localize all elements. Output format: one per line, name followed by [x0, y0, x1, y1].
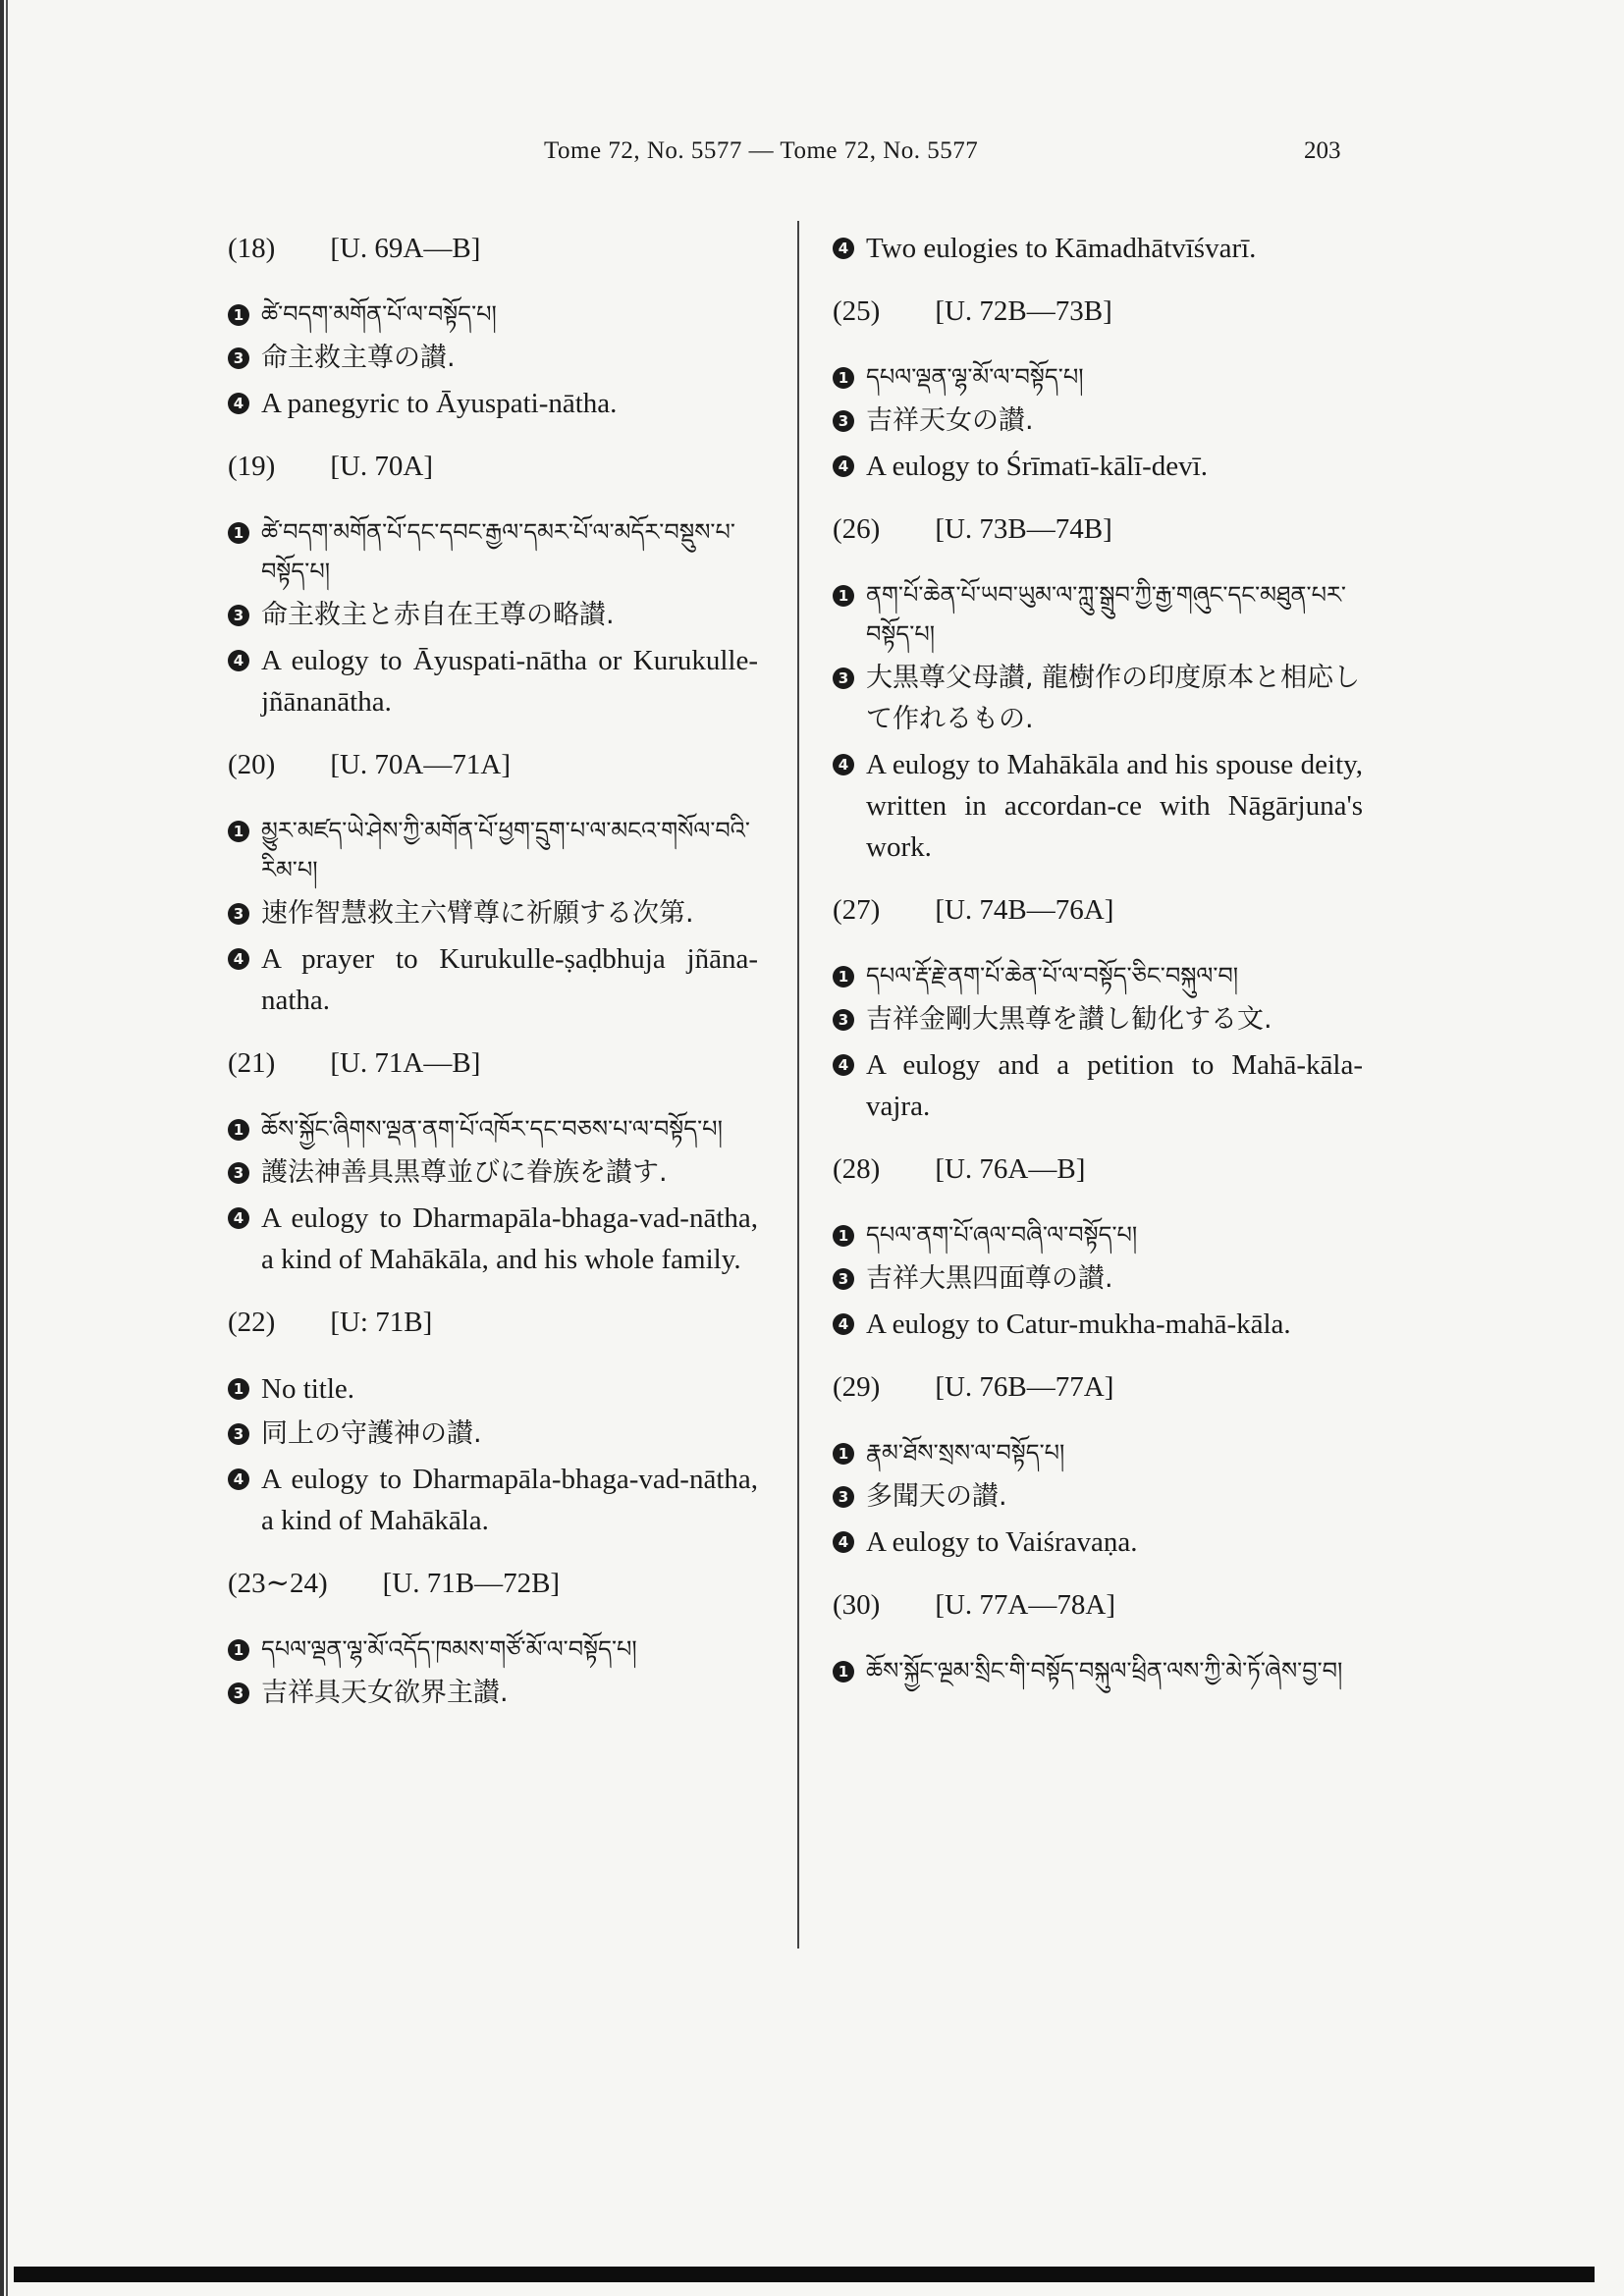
circled-number-marker: 1 [833, 1443, 854, 1465]
circled-number-marker: 3 [228, 605, 249, 626]
entry-line-jp [833, 999, 1363, 1041]
tibetan-title: ནག་པོ་ཆེན་པོ་ཡབ་ཡུམ་ལ་ཀླུ་སྒྲུབ་ཀྱི་རྒྱ་གཞུང་དང་མཐུན་པར་བསྟོད་པ། [866, 581, 1346, 648]
circled-number-marker: 3 [228, 347, 249, 369]
entry-number: (29) [833, 1371, 881, 1403]
entry-number: (21) [228, 1047, 276, 1079]
entry-folio-ref: [U. 72B—73B] [935, 295, 1112, 327]
english-translation: A eulogy to Mahākāla and his spouse deity, written in accordan-ce with Nāgārjuna's work. [866, 749, 1363, 863]
catalog-entry [228, 1042, 758, 1280]
japanese-translation: 大黒尊父母讃, 龍樹作の印度原本と相応して作れるもの. [866, 663, 1361, 734]
entry-line-jp [228, 1414, 758, 1455]
circled-number-marker: 3 [833, 1486, 854, 1508]
entry-heading [833, 291, 1363, 332]
circled-number-marker: 3 [228, 903, 249, 925]
entry-line-en [833, 446, 1363, 487]
entry-line-en [833, 1304, 1363, 1345]
tibetan-title: དཔལ་ལྡན་ལྷ་མོ་ལ་བསྟོད་པ། [866, 363, 1084, 391]
entry-line-tib [833, 357, 1363, 397]
entry-number: (27) [833, 894, 881, 926]
entry-folio-ref: [U. 76B—77A] [935, 1371, 1114, 1403]
entry-line-en [833, 1044, 1363, 1127]
circled-number-marker: 3 [228, 1162, 249, 1184]
circled-number-marker: 3 [833, 410, 854, 432]
entry-line-jp [833, 658, 1363, 740]
right-column [833, 228, 1363, 1712]
tibetan-title: དཔལ་ནག་པོ་ཞལ་བཞི་ལ་བསྟོད་པ། [866, 1221, 1138, 1249]
entry-heading [228, 1302, 758, 1343]
english-translation: A eulogy to Dharmapāla-bhaga-vad-nātha, a kind of Mahākāla. [261, 1464, 758, 1536]
circled-number-marker: 3 [228, 1423, 249, 1445]
japanese-translation: 護法神善具黒尊並びに眷族を讃す. [261, 1157, 668, 1188]
entry-heading [833, 1366, 1363, 1408]
entry-heading [833, 889, 1363, 931]
entry-folio-ref: [U. 73B—74B] [935, 513, 1112, 545]
entry-line-tib [228, 512, 758, 591]
circled-number-marker: 4 [833, 754, 854, 775]
entry-line-jp [833, 1476, 1363, 1518]
circled-number-marker: 4 [833, 455, 854, 477]
circled-number-marker: 1 [228, 821, 249, 842]
catalog-entry [228, 1302, 758, 1541]
tibetan-title: མྱུར་མཛད་ཡེ་ཤེས་ཀྱི་མགོན་པོ་ཕྱག་དྲུག་པ་ལ་མངའ་གསོལ་བའི་རིམ་པ། [261, 817, 750, 883]
entry-line-jp [228, 1673, 758, 1714]
entry-line-en [228, 1368, 758, 1410]
english-translation: A eulogy to Śrīmatī-kālī-devī. [866, 451, 1208, 482]
entry-line-en [833, 1522, 1363, 1563]
catalog-entry [833, 1148, 1363, 1345]
circled-number-marker: 1 [228, 1378, 249, 1400]
entry-line-jp [228, 338, 758, 379]
entry-line-jp [228, 1152, 758, 1194]
circled-number-marker: 3 [833, 667, 854, 689]
entry-number: (26) [833, 513, 881, 545]
tibetan-title: ཆོས་སྐྱོང་ཞིགས་ལྡན་ནག་པོ་འཁོར་དང་བཅས་པ་ལ་བསྟོད་པ། [261, 1115, 723, 1143]
page-number: 203 [1304, 137, 1341, 164]
tibetan-title: དཔལ་ལྡན་ལྷ་མོ་འདོད་ཁམས་གཙོ་མོ་ལ་བསྟོད་པ། [261, 1635, 637, 1663]
column-divider [797, 221, 799, 1949]
entry-line-tib [833, 1651, 1363, 1690]
entry-folio-ref: [U. 71A—B] [330, 1047, 481, 1079]
catalog-entry [833, 889, 1363, 1127]
entry-line-jp [228, 893, 758, 934]
entry-line-tib [833, 1215, 1363, 1255]
entry-line-jp [228, 595, 758, 636]
entry-line-tib [228, 1109, 758, 1148]
circled-number-marker: 4 [228, 948, 249, 970]
entry-line-jp [833, 400, 1363, 442]
catalog-entry [228, 744, 758, 1021]
entry-line-en [833, 228, 1363, 269]
circled-number-marker: 1 [228, 1119, 249, 1141]
catalog-entry [833, 508, 1363, 868]
entry-heading [228, 1042, 758, 1084]
entry-number: (30) [833, 1589, 881, 1621]
circled-number-marker: 3 [228, 1682, 249, 1704]
entry-number: (28) [833, 1153, 881, 1185]
entry-folio-ref: [U. 70A—71A] [330, 749, 511, 780]
japanese-translation: 速作智慧救主六臂尊に祈願する次第. [261, 898, 694, 929]
circled-number-marker: 1 [833, 1225, 854, 1247]
japanese-translation: 吉祥具天女欲界主讃. [261, 1678, 509, 1708]
circled-number-marker: 4 [228, 1207, 249, 1229]
entry-folio-ref: [U. 74B—76A] [935, 894, 1114, 926]
circled-number-marker: 3 [833, 1268, 854, 1290]
entry-line-tib [833, 1433, 1363, 1472]
circled-number-marker: 1 [833, 585, 854, 607]
entry-heading [228, 744, 758, 785]
tibetan-title: དཔལ་རྡོ་རྗེ་ནག་པོ་ཆེན་པོ་ལ་བསྟོད་ཅིང་བསྐུལ་བ། [866, 962, 1239, 989]
entry-folio-ref: [U. 69A—B] [330, 233, 481, 264]
japanese-translation: 命主救主と赤自在王尊の略讃. [261, 600, 615, 630]
japanese-translation: 吉祥大黒四面尊の讃. [866, 1263, 1113, 1294]
english-translation: Two eulogies to Kāmadhātvīśvarī. [866, 233, 1257, 264]
japanese-translation: 吉祥天女の讃. [866, 405, 1034, 436]
tibetan-title: ཚེ་བདག་མགོན་པོ་ལ་བསྟོད་པ། [261, 300, 497, 328]
japanese-translation: 同上の守護神の讃. [261, 1418, 482, 1449]
circled-number-marker: 1 [833, 1661, 854, 1682]
entry-line-en [228, 1459, 758, 1541]
english-translation: A eulogy to Catur-mukha-mahā-kāla. [866, 1308, 1291, 1340]
catalog-entry [833, 1584, 1363, 1690]
entry-heading [833, 1584, 1363, 1626]
english-translation: A eulogy to Āyuspati-nātha or Kurukulle-jñānanātha. [261, 645, 758, 718]
japanese-translation: 命主救主尊の讃. [261, 343, 456, 373]
entry-folio-ref: [U. 77A—78A] [935, 1589, 1115, 1621]
japanese-translation: 吉祥金剛大黒尊を讃し勧化する文. [866, 1004, 1272, 1035]
english-translation: A eulogy to Dharmapāla-bhaga-vad-nātha, a kind of Mahākāla, and his whole family. [261, 1202, 758, 1275]
entry-line-tib [228, 811, 758, 889]
catalog-entry [228, 1563, 758, 1714]
circled-number-marker: 4 [833, 1313, 854, 1335]
entry-line-tib [833, 956, 1363, 995]
japanese-translation: 多聞天の讃. [866, 1481, 1007, 1512]
entry-folio-ref: [U. 70A] [330, 451, 434, 482]
entry-number: (25) [833, 295, 881, 327]
left-column [228, 228, 758, 1735]
entry-line-en [833, 744, 1363, 868]
entry-line-tib [228, 294, 758, 334]
circled-number-marker: 1 [228, 522, 249, 544]
entry-heading [228, 228, 758, 269]
catalog-entry [833, 291, 1363, 487]
catalog-entry [833, 228, 1363, 269]
entry-number: (23∼24) [228, 1568, 328, 1599]
entry-line-tib [833, 575, 1363, 654]
circled-number-marker: 4 [833, 1054, 854, 1076]
circled-number-marker: 4 [228, 393, 249, 414]
entry-line-tib [228, 1629, 758, 1669]
entry-line-en [228, 938, 758, 1021]
english-translation: A eulogy and a petition to Mahā-kāla-vajra. [866, 1049, 1363, 1122]
tibetan-title: ཚེ་བདག་མགོན་པོ་དང་དབང་རྒྱལ་དམར་པོ་ལ་མདོར་བསྡུས་པ་བསྟོད་པ། [261, 518, 735, 585]
circled-number-marker: 1 [228, 1639, 249, 1661]
entry-number: (18) [228, 233, 276, 264]
catalog-entry [228, 446, 758, 722]
entry-line-jp [833, 1258, 1363, 1300]
english-translation: A prayer to Kurukulle-ṣaḍbhuja jñāna-natha. [261, 943, 758, 1016]
entry-number: (22) [228, 1307, 276, 1338]
english-translation: A panegyric to Āyuspati-nātha. [261, 388, 618, 419]
tibetan-title: རྣམ་ཐོས་སྲས་ལ་བསྟོད་པ། [866, 1439, 1065, 1467]
english-translation: A eulogy to Vaiśravaṇa. [866, 1526, 1138, 1558]
entry-line-en [228, 640, 758, 722]
running-header: Tome 72, No. 5577 — Tome 72, No. 5577 [544, 137, 979, 164]
catalog-entry [228, 228, 758, 424]
circled-number-marker: 1 [833, 367, 854, 389]
circled-number-marker: 1 [833, 966, 854, 988]
entry-number: (20) [228, 749, 276, 780]
entry-line-en [228, 383, 758, 424]
scan-edge-left [0, 0, 12, 2296]
circled-number-marker: 4 [228, 650, 249, 671]
entry-heading [833, 1148, 1363, 1190]
entry-heading [228, 1563, 758, 1604]
circled-number-marker: 3 [833, 1009, 854, 1031]
entry-folio-ref: [U. 71B—72B] [382, 1568, 561, 1599]
tibetan-title: ཆོས་སྐྱོང་ལྔམ་སྲིང་གི་བསྟོད་བསྐུལ་ཕྲིན་ལས་ཀྱི་མེ་ཏོ་ཞེས་བྱ་བ། [866, 1657, 1343, 1684]
entry-number: (19) [228, 451, 276, 482]
entry-folio-ref: [U. 76A—B] [935, 1153, 1086, 1185]
catalog-entry [833, 1366, 1363, 1563]
entry-heading [833, 508, 1363, 550]
circled-number-marker: 4 [228, 1468, 249, 1490]
circled-number-marker: 1 [228, 304, 249, 326]
circled-number-marker: 4 [833, 1531, 854, 1553]
entry-line-en [228, 1198, 758, 1280]
scan-edge-bottom [14, 2267, 1595, 2282]
entry-heading [228, 446, 758, 487]
english-translation: No title. [261, 1373, 355, 1405]
circled-number-marker: 4 [833, 238, 854, 259]
entry-folio-ref: [U: 71B] [330, 1307, 433, 1338]
